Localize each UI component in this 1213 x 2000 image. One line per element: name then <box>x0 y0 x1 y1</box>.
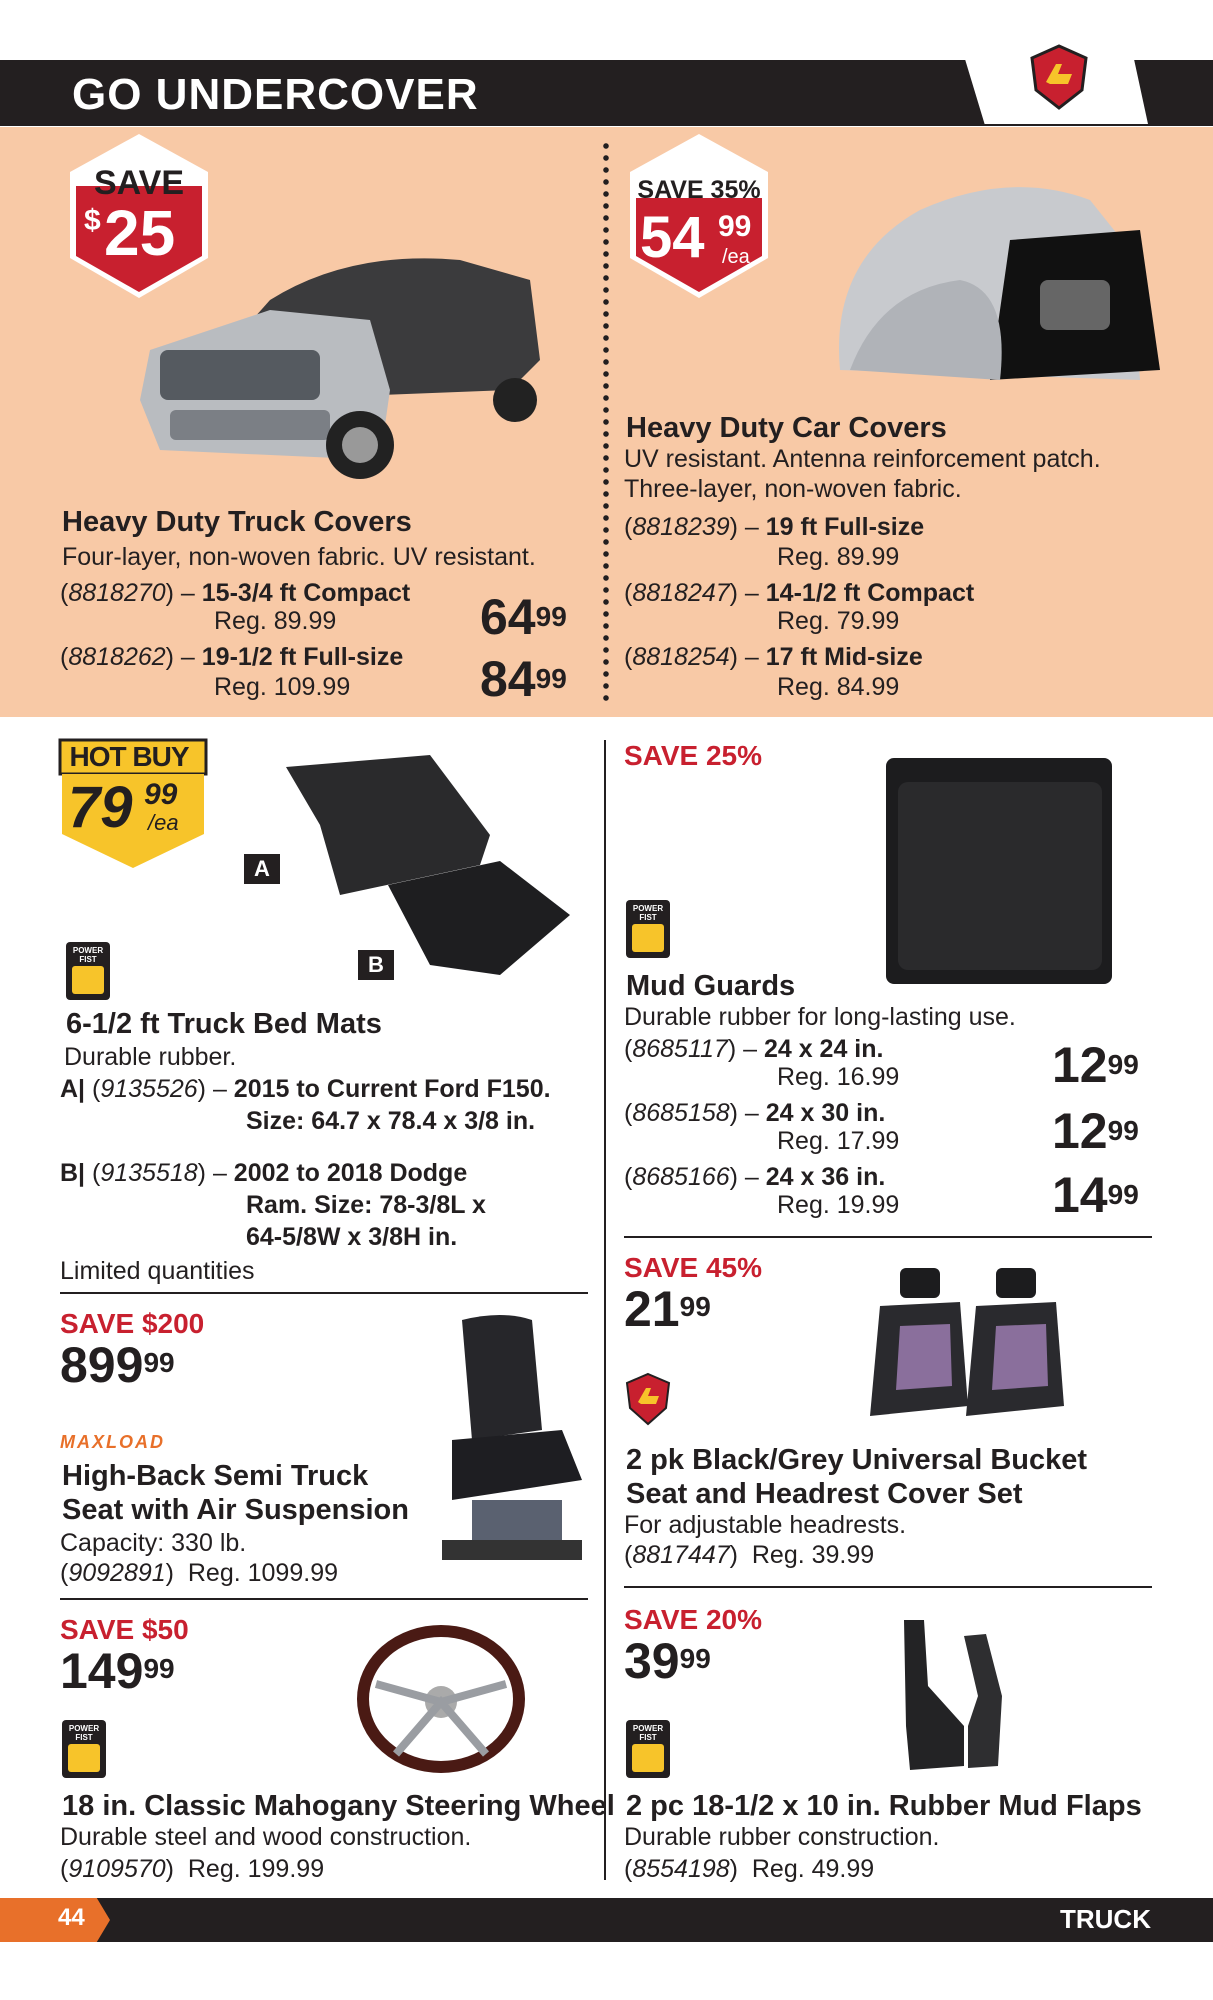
sku-number: 9135518 <box>100 1159 198 1187</box>
sku-number: 8818262 <box>68 643 166 671</box>
car-covers-description: Three-layer, non-woven fabric. <box>624 475 962 503</box>
sku-number: 8685166 <box>632 1163 730 1191</box>
mud-guards-save: SAVE 25% <box>624 740 762 771</box>
footer-bar <box>0 1898 1213 1942</box>
reg-price: Reg. 39.99 <box>751 1541 875 1569</box>
mud-guard-sale-price: $14^{99}$ <box>1052 1167 1139 1223</box>
mud-flaps-title: 2 pc 18-1/2 x 10 in. Rubber Mud Flaps <box>626 1790 1142 1822</box>
power-fist-logo <box>62 1720 106 1778</box>
label-a: A <box>244 854 280 884</box>
truck-covers-description: Four-layer, non-woven fabric. UV resistant. <box>62 543 536 571</box>
item-name: 19 ft Full-size <box>765 513 925 541</box>
badge-save-label: SAVE <box>93 164 185 202</box>
bed-mat-spec-line: Size: 64.7 x 78.4 x 3/8 in. <box>246 1107 536 1135</box>
badge-unit: /ea <box>722 246 750 268</box>
page-number-tab <box>0 1898 110 1942</box>
bed-mats-note: Limited quantities <box>60 1257 255 1285</box>
truck-cover-sku-row: (8818270) – 15-3/4 ft Compact <box>60 579 411 607</box>
reg-price: Reg. 49.99 <box>751 1855 875 1883</box>
shield-logo-icon <box>624 1372 672 1428</box>
sku-number: 9109570 <box>68 1855 166 1883</box>
mud-guard-reg-price: Reg. 16.99 <box>777 1063 900 1091</box>
hot-buy-price-main: 79 <box>68 775 133 840</box>
mud-flaps-save: SAVE 20% <box>624 1604 762 1635</box>
hot-buy-unit: /ea <box>148 810 179 835</box>
item-letter: B| <box>60 1159 86 1187</box>
mud-guard-reg-price: Reg. 19.99 <box>777 1191 900 1219</box>
car-covers-description: UV resistant. Antenna reinforcement patch. <box>624 445 1101 473</box>
mud-flaps-price: $39^{99}$ <box>624 1633 711 1689</box>
bed-mats-description: Durable rubber. <box>64 1043 237 1071</box>
truck-cover-sale-price: $84^{99}$ <box>480 651 567 707</box>
item-name: 15-3/4 ft Compact <box>201 579 411 607</box>
badge-price-main: 54 <box>640 205 705 270</box>
maxload-logo: MAXLOAD <box>60 1432 165 1452</box>
truck-covers-title: Heavy Duty Truck Covers <box>62 506 412 538</box>
power-fist-logo <box>626 900 670 958</box>
car-cover-sku-row: (8818247) – 14-1/2 ft Compact <box>624 579 975 607</box>
brand-label: POWER FIST <box>632 904 664 922</box>
seat-covers-title: Seat and Headrest Cover Set <box>626 1478 1023 1510</box>
bed-mat-image <box>280 755 600 995</box>
mud-guard-reg-price: Reg. 17.99 <box>777 1127 900 1155</box>
section-divider <box>60 1292 588 1294</box>
item-name: 24 x 24 in. <box>763 1035 884 1063</box>
seat-covers-title: 2 pk Black/Grey Universal Bucket <box>626 1444 1088 1476</box>
reg-price: Reg. 199.99 <box>187 1855 325 1883</box>
truck-seat-title: Seat with Air Suspension <box>62 1494 409 1526</box>
section-label: TRUCK <box>1060 1904 1151 1934</box>
mud-guard-sku-row: (8685158) – 24 x 30 in. <box>624 1099 886 1127</box>
reg-price: Reg. 1099.99 <box>187 1559 338 1587</box>
column-divider <box>604 740 606 1880</box>
bed-mat-sku-row: A| (9135526) – 2015 to Current Ford F150. <box>60 1075 551 1103</box>
car-cover-sku-row: (8818239) – 19 ft Full-size <box>624 513 925 541</box>
seat-covers-price: $21^{99}$ <box>624 1281 711 1337</box>
sku-number: 8817447 <box>632 1541 730 1569</box>
bed-mat-spec-line: Ram. Size: 78-3/8L x <box>246 1191 486 1219</box>
brand-label: POWER FIST <box>68 1724 100 1742</box>
seat-cover-image <box>860 1266 1070 1426</box>
mud-guard-sale-price: $12^{99}$ <box>1052 1037 1139 1093</box>
section-divider <box>624 1586 1152 1588</box>
mud-guard-sku-row: (8685166) – 24 x 36 in. <box>624 1163 886 1191</box>
hot-buy-price-cents: 99 <box>144 778 178 811</box>
truck-cover-image <box>130 240 550 480</box>
car-cover-sku-row: (8818254) – 17 ft Mid-size <box>624 643 923 671</box>
steering-wheel-title: 18 in. Classic Mahogany Steering Wheel <box>62 1790 615 1822</box>
item-name: 14-1/2 ft Compact <box>765 579 975 607</box>
mud-flaps-sku-row: (8554198) Reg. 49.99 <box>624 1855 875 1883</box>
seat-covers-description: For adjustable headrests. <box>624 1511 907 1539</box>
mud-guards-title: Mud Guards <box>626 970 796 1002</box>
mud-guards-description: Durable rubber for long-lasting use. <box>624 1003 1016 1031</box>
sku-number: 8685158 <box>632 1099 730 1127</box>
car-cover-image <box>810 170 1170 410</box>
sku-number: 8818247 <box>632 579 730 607</box>
seat-covers-sku-row: (8817447) Reg. 39.99 <box>624 1541 875 1569</box>
sku-number: 8685117 <box>632 1035 728 1063</box>
section-divider <box>624 1236 1152 1238</box>
steering-wheel-save: SAVE $50 <box>60 1614 189 1645</box>
badge-save-amount: 25 <box>104 197 176 269</box>
truck-cover-sale-price: $64^{99}$ <box>480 589 567 645</box>
brand-label: POWER FIST <box>632 1724 664 1742</box>
truck-seat-save: SAVE $200 <box>60 1308 205 1339</box>
bed-mats-title: 6-1/2 ft Truck Bed Mats <box>66 1008 382 1040</box>
mud-guard-sku-row: (8685117) – 24 x 24 in. <box>624 1035 884 1063</box>
steering-wheel-price: $149^{99}$ <box>60 1643 175 1699</box>
item-name: 24 x 30 in. <box>765 1099 886 1127</box>
truck-cover-reg-price: Reg. 89.99 <box>214 607 337 635</box>
page-title: GO UNDERCOVER <box>72 70 479 119</box>
steering-wheel-image <box>356 1624 526 1774</box>
car-cover-reg-price: Reg. 79.99 <box>777 607 900 635</box>
shield-logo-icon <box>1028 44 1090 112</box>
truck-seat-price: $899^{99}$ <box>60 1337 175 1393</box>
bed-mat-spec-line: 64-5/8W x 3/8H in. <box>246 1223 458 1251</box>
badge-price-cents: 99 <box>718 210 752 243</box>
hot-buy-label: HOT BUY <box>69 741 189 772</box>
power-fist-logo <box>66 942 110 1000</box>
bed-mat-sku-row: B| (9135518) – 2002 to 2018 Dodge <box>60 1159 468 1187</box>
sku-number: 8818270 <box>68 579 166 607</box>
dotted-divider <box>603 140 609 705</box>
seat-covers-save: SAVE 45% <box>624 1252 762 1283</box>
sku-number: 8554198 <box>632 1855 730 1883</box>
steering-wheel-sku-row: (9109570) Reg. 199.99 <box>60 1855 325 1883</box>
page-number: 44 <box>58 1904 85 1931</box>
truck-seat-sku-row: (9092891) Reg. 1099.99 <box>60 1559 338 1587</box>
car-cover-reg-price: Reg. 84.99 <box>777 673 900 701</box>
car-covers-title: Heavy Duty Car Covers <box>626 412 947 444</box>
truck-seat-description: Capacity: 330 lb. <box>60 1529 247 1557</box>
truck-seat-image <box>412 1310 592 1570</box>
sku-number: 9092891 <box>68 1559 166 1587</box>
power-fist-logo <box>626 1720 670 1778</box>
sku-number: 8818239 <box>632 513 730 541</box>
mud-guard-sale-price: $12^{99}$ <box>1052 1103 1139 1159</box>
item-spec: 2015 to Current Ford F150. <box>233 1075 551 1103</box>
sku-number: 9135526 <box>100 1075 198 1103</box>
badge-dollar-sign: $ <box>84 204 101 237</box>
sku-number: 8818254 <box>632 643 730 671</box>
mud-flaps-description: Durable rubber construction. <box>624 1823 940 1851</box>
truck-cover-sku-row: (8818262) – 19-1/2 ft Full-size <box>60 643 404 671</box>
item-spec: 2002 to 2018 Dodge <box>233 1159 468 1187</box>
mud-guard-image <box>884 756 1114 986</box>
truck-seat-title: High-Back Semi Truck <box>62 1460 369 1492</box>
badge-save-percent: SAVE 35% <box>637 176 761 204</box>
section-divider <box>60 1598 588 1600</box>
item-name: 19-1/2 ft Full-size <box>201 643 404 671</box>
item-letter: A| <box>60 1075 86 1103</box>
truck-cover-reg-price: Reg. 109.99 <box>214 673 351 701</box>
item-name: 17 ft Mid-size <box>765 643 923 671</box>
brand-label: POWER FIST <box>72 946 104 964</box>
steering-wheel-description: Durable steel and wood construction. <box>60 1823 472 1851</box>
label-b: B <box>358 950 394 980</box>
mud-flap-image <box>894 1616 1014 1774</box>
car-cover-reg-price: Reg. 89.99 <box>777 543 900 571</box>
item-name: 24 x 36 in. <box>765 1163 886 1191</box>
